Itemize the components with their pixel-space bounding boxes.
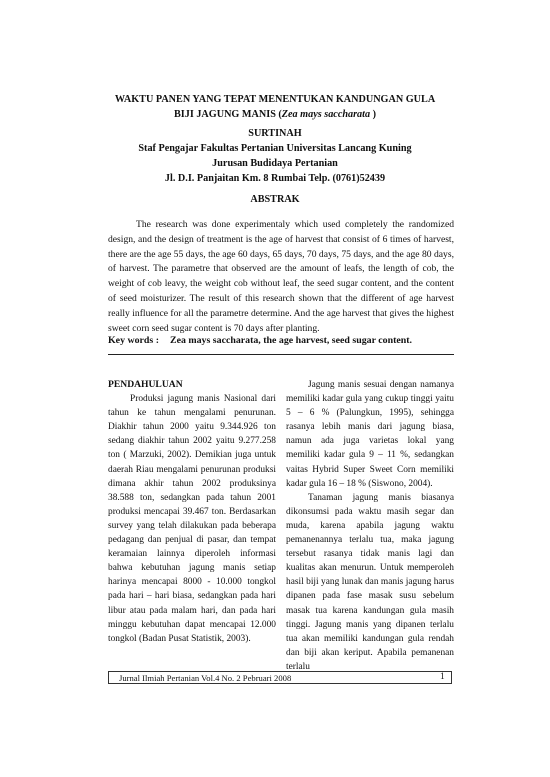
page-number: 1 — [440, 672, 445, 682]
author-position: Staf Pengajar Fakultas Pertanian Universitas Lancang Kuning — [138, 143, 412, 154]
left-column-paragraph: Produksi jagung manis Nasional dari tahun ke tahun mengalami penurunan. Diakhir tahun 2000 yaitu 9.344.926 ton sedang diakhir tahun 2002 yaitu 9.277.258 ton ( Marzuki, 2002). Demikian juga untuk daerah Riau mengalami penurunan produksi dimana akhir tahun 2002 produksinya 38.588 ton, sedangkan pada tahun 2001 produksi mencapai 39.467 ton. Berdasarkan survey yang telah dilakukan pada beberapa pedagang dan penjual di pasar, dan tempat keramaian lainnya diperoleh informasi bahwa kebutuhan jagung manis setiap harinya mencapai 8000 - 10.000 tongkol pada hari – hari biasa, sedangkan pada hari libur atau pada malam hari, dan pada hari minggu kebutuhan dapat mencapai 12.000 tongkol (Badan Pusat Statistik, 2003). — [108, 394, 276, 644]
abstract-heading: ABSTRAK — [250, 194, 300, 205]
keywords-divider — [108, 354, 454, 355]
title-species-name: Zea mays saccharata — [281, 109, 371, 120]
title-line-2 — [95, 107, 455, 122]
keywords-label: Key words : — [108, 335, 160, 346]
title-line-2-suffix: ) — [370, 109, 377, 120]
keywords-text: Zea mays saccharata, the age harvest, seed sugar content. — [170, 335, 412, 346]
author-department: Jurusan Budidaya Pertanian — [212, 158, 338, 169]
journal-footer: Jurnal Ilmiah Pertanian Vol.4 No. 2 Pebruari 2008 — [108, 671, 452, 684]
author-block — [95, 126, 455, 186]
keywords-line — [108, 335, 454, 346]
paper-title — [95, 92, 455, 122]
body-right-column — [286, 378, 454, 674]
author-address: Jl. D.I. Panjaitan Km. 8 Rumbai Telp. (0761)52439 — [164, 173, 386, 184]
section-heading-pendahuluan: PENDAHULUAN — [108, 379, 183, 390]
title-line-2-prefix: BIJI JAGUNG MANIS ( — [173, 109, 282, 120]
right-column-paragraph-1: Jagung manis sesuai dengan namanya memiliki kadar gula yang cukup tinggi yaitu 5 – 6 % (Palungkun, 1995), sehingga rasanya lebih manis dari jagung biasa, namun ada juga varietas lokal yang memiliki kadar gula 9 – 11 %, sedangkan vaitas Hybrid Super Sweet Corn memiliki kadar gula 16 – 18 % (Siswono, 2004). — [286, 380, 454, 489]
right-column-paragraph-2: Tanaman jagung manis biasanya dikonsumsi pada waktu masih segar dan muda, karena apabila jagung waktu pemanenannya terlalu tua, maka jagung tersebut rasanya tidak manis lagi dan kualitas akan menurun. Untuk memperoleh hasil biji yang lunak dan manis jagung harus dipanen pada fase masak susu sebelum masak tua karena kandungan gula masih tinggi. Jagung manis yang dipanen terlalu tua akan memiliki kandungan gula rendah dan biji akan keriput. Apabila pemanenan terlalu — [286, 492, 454, 672]
body-left-column — [108, 378, 276, 646]
author-name: SURTINAH — [248, 128, 302, 139]
abstract-text: The research was done experimentaly which used completely the randomized design, and the design of treatment is the age of harvest that consist of 6 times of harvest, there are the age 55 days, the age 60 days, 65 days, 70 days, 75 days, and the age 80 days, of harvest. The parametre that observed are the amount of leafs, the length of cob, the weight of cob leavy, the weight cob without leaf, the seed sugar content, and the content of seed moisturizer. The result of this research shown that the different of age harvest really influence for all the parametre determine. And the age harvest that gives the highest sweet corn seed sugar content is 70 days after planting. — [108, 219, 454, 334]
title-line-1: WAKTU PANEN YANG TEPAT MENENTUKAN KANDUNGAN GULA — [114, 94, 436, 105]
